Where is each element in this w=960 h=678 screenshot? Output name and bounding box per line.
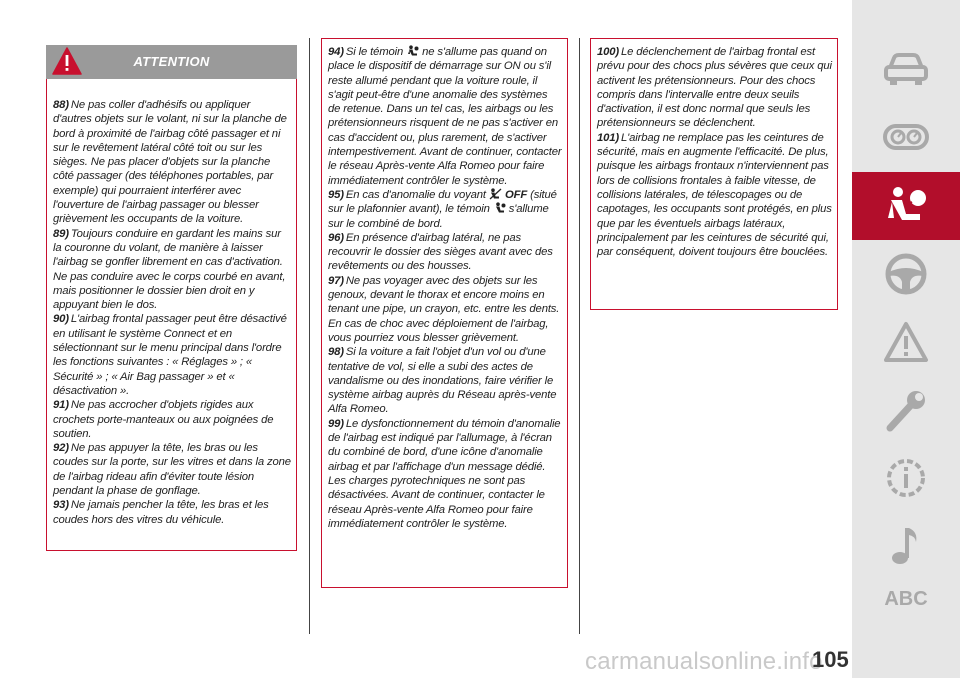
note-97: 97) Ne pas voyager avec des objets sur les genoux, devant le thorax et encore moins en tenant une pipe, un crayon, etc. entre les dents. En cas de choc avec déploiement de l'airbag, vous pourriez vous blesser grièvement. [328, 274, 560, 344]
notes-box-right [590, 38, 838, 310]
warning-triangle-icon-sidebar [882, 320, 930, 364]
note-88: 88) Ne pas coller d'adhésifs ou appliquer d'autres objets sur le volant, ni sur la planche de bord à proximité de l'airbag côté passager et ni sur le revêtement latéral côté toit ou sur les sièges. Ne pas placer d'objets sur la planche côté passager (des téléphones portables, par exemple) qui pourraient interférer avec l'ouverture de l'airbag passager ou blesser grièvement les occupants de la voiture. [53, 99, 287, 226]
note-90: 90) L'airbag frontal passager peut être désactivé en utilisant le système Connect et en sélectionnant sur le menu principal dans l'ordre les fonctions suivantes : « Réglages » ; « Sécurité » ; « Air Bag passager » et « désactivation ». [53, 313, 287, 397]
airbag-warning-icon [406, 45, 419, 57]
attention-header [46, 45, 297, 79]
note-93: 93) Ne jamais pencher la tête, les bras et les coudes hors des vitres du véhicule. [53, 499, 269, 526]
sidebar-item-safety[interactable] [852, 172, 960, 240]
sidebar-item-car[interactable] [852, 36, 960, 104]
sidebar-item-starting-driving[interactable] [852, 240, 960, 308]
sidebar-item-dashboard[interactable] [852, 104, 960, 172]
note-95: 95) En cas d'anomalie du voyant OFF (situé sur le plafonnier avant), le témoin s'allume sur le combiné de bord. [328, 188, 557, 230]
airbag-warning-icon-2 [493, 202, 506, 214]
watermark: carmanualsonline.info [585, 648, 823, 675]
car-icon [882, 48, 930, 88]
sidebar-item-servicing[interactable] [852, 444, 960, 512]
note-94: 94) Si le témoin ne s'allume pas quand on place le dispositif de démarrage sur ON ou s'il reste allumé pendant que la voiture roule, il s'agit peut-être d'une anomalie des systèmes de retenue. Dans un tel cas, les airbags ou les prétensionneurs risquent de ne pas s'activer en cas d'accident ou, plus rarement, de s'activer intempestivement. Avant de continuer, contacter le réseau Après-vente Alfa Romeo pour faire immédiatement contrôler le système. [328, 46, 562, 187]
music-note-icon [882, 524, 930, 568]
attention-notes [53, 98, 291, 527]
sidebar-item-warning-lights[interactable] [852, 308, 960, 376]
note-91: 91) Ne pas accrocher d'objets rigides aux crochets porte-manteaux ou aux poignées de soutien. [53, 399, 274, 440]
sidebar-item-emergency[interactable] [852, 376, 960, 444]
warning-triangle-icon [52, 47, 82, 75]
notes-middle-rest [328, 231, 562, 531]
wrench-icon [882, 388, 930, 432]
airbag-seat-icon [882, 184, 930, 228]
column-divider-2 [579, 38, 580, 634]
sidebar-item-index[interactable]: ABC [884, 588, 928, 610]
chapter-sidebar [852, 0, 960, 678]
page-number: 105 [812, 647, 849, 672]
steering-wheel-icon [882, 252, 930, 296]
notes-box-middle [321, 38, 568, 588]
info-gear-icon [882, 456, 930, 500]
note-99: 99) Le dysfonctionnement du témoin d'anomalie de l'airbag est indiqué par l'allumage, à l'écran du combiné de bord, d'une icône d'anomalie airbag et par l'affichage d'un message dédié. Les charges pyrotechniques ne sont pas désactivées. Avant de continuer, contacter le réseau Après-vente Alfa Romeo pour faire immédiatement contrôler le système. [328, 417, 561, 530]
attention-title: ATTENTION [133, 54, 210, 69]
note-89: 89) Toujours conduire en gardant les mains sur la couronne du volant, de manière à laisser l'airbag se gonfler librement en cas d'activation. Ne pas conduire avec le corps courbé en avant, mais positionner le dossier bien droit en y appuyant bien le dos. [53, 227, 286, 312]
passenger-airbag-off-icon [489, 188, 502, 200]
sidebar-item-multimedia[interactable] [852, 512, 960, 580]
note-100: 100) Le déclenchement de l'airbag frontal est prévu pour des chocs plus sévères que ceux qui activent les prétensionneurs. Pour des chocs compris dans l'intervalle entre deux seuils d'activation, il est donc normal que seuls les prétensionneurs se déclenchent. [597, 46, 832, 130]
column-divider [309, 38, 310, 634]
attention-box [46, 45, 297, 551]
note-96: 96) En présence d'airbag latéral, ne pas recouvrir le dossier des sièges avant avec des revêtements ou des housses. [328, 231, 553, 273]
notes-right [597, 45, 832, 259]
note-92: 92) Ne pas appuyer la tête, les bras ou les coudes sur la porte, sur les vitres et dans la zone de l'airbag rideau afin d'éviter toute lésion pendant la phase de gonflage. [53, 442, 291, 498]
note-98: 98) Si la voiture a fait l'objet d'un vol ou d'une tentative de vol, si elle a subi des actes de vandalisme ou des inondations, faire vérifier le système airbag auprès du Réseau après-vente Alfa Romeo. [328, 346, 557, 416]
dashboard-gauge-icon [882, 116, 930, 156]
note-101: 101) L'airbag ne remplace pas les ceintures de sécurité, mais en augmente l'efficacité. De plus, puisque les airbags frontaux n'interviennent pas lors de collisions frontales à faible vitesse, de collisions latérales, de télescopages ou de capotages, les occupants sont protégés, en plus que par les éventuels airbags latéraux, principalement par les ceintures de sécurité qui, par conséquent, doivent toujours être bouclées. [597, 131, 832, 259]
